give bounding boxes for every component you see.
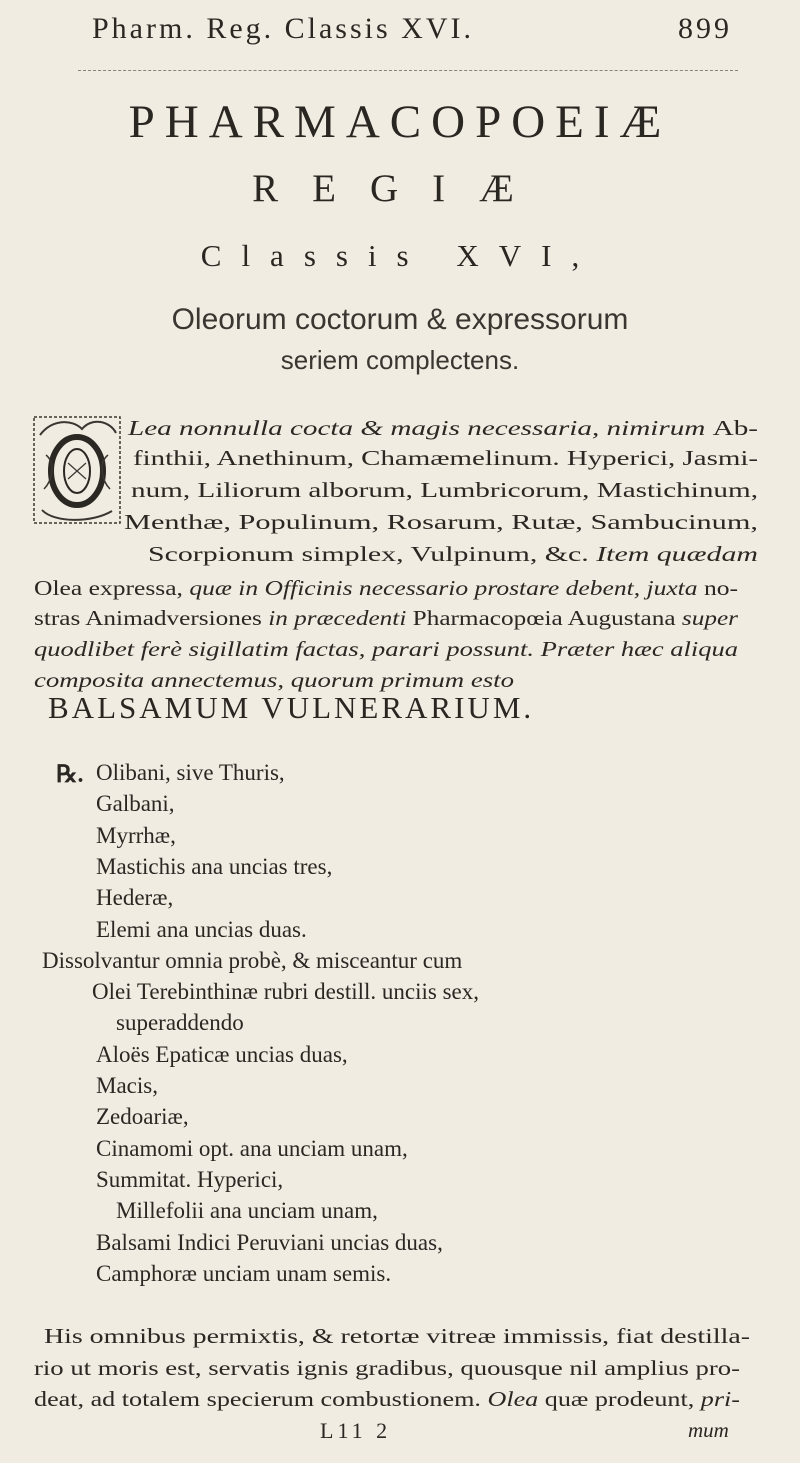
recipe-text: Dissolvantur omnia probè, & misceantur cum (42, 948, 463, 973)
roman-run: num, Liliorum alborum, Lumbricorum, Mastichinum, (131, 478, 758, 502)
recipe-heading: BALSAMUM VULNERARIUM. (48, 690, 535, 725)
recipe-text: Mastichis ana uncias tres, (96, 854, 333, 879)
text-line (124, 510, 758, 535)
italic-run: quæ in Officinis necessario prostare debent, juxta (189, 576, 704, 600)
text-line (34, 1387, 740, 1412)
recipe-line (96, 823, 176, 849)
text-line (34, 576, 738, 601)
recipe-text: superaddendo (116, 1010, 244, 1035)
roman-run: finthii, Anethinum, Chamæmelinum. Hyperici, Jasmi- (133, 446, 758, 470)
recipe-line (96, 1104, 189, 1130)
recipe-line (96, 917, 307, 943)
title-line-2: REGIÆ (252, 167, 548, 210)
italic-run: composita annectemus, quorum primum esto (34, 668, 514, 692)
text-line (34, 1356, 740, 1381)
title-line-1: PHARMACOPOEIÆ (128, 96, 672, 148)
recipe-text: Zedoariæ, (96, 1104, 189, 1129)
italic-run: pri- (700, 1387, 740, 1411)
recipe-line (56, 760, 285, 788)
recipe-text: Olibani, sive Thuris, (96, 760, 285, 785)
recipe-text: Macis, (96, 1073, 158, 1098)
text-line (133, 446, 758, 471)
recipe-text: Cinamomi opt. ana unciam unam, (96, 1136, 408, 1161)
recipe-line (92, 979, 479, 1005)
recipe-text: Hederæ, (96, 885, 174, 910)
recipe-text: Millefolii ana unciam unam, (116, 1198, 378, 1223)
italic-run: Olea (487, 1387, 545, 1411)
roman-run: rio ut moris est, servatis ignis gradibus, quousque nil amplius pro- (34, 1356, 740, 1380)
text-line (44, 1324, 750, 1349)
roman-run: Pharmacopœia Augustana (412, 606, 682, 630)
recipe-line (116, 1010, 244, 1036)
roman-run: no- (703, 576, 738, 600)
recipe-line (96, 1230, 443, 1256)
italic-run: Item quædam (596, 542, 758, 566)
title-line-3: Classis XVI, (200, 238, 600, 273)
text-line (34, 637, 738, 662)
recipe-line (42, 948, 462, 974)
recipe-line (96, 1167, 283, 1193)
roman-run: deat, ad totalem specierum combustionem. (34, 1387, 488, 1411)
italic-run: quodlibet ferè sigillatim factas, parari possunt. Præter hæc aliqua (34, 637, 738, 661)
catchword: mum (688, 1418, 729, 1442)
recipe-text: Elemi ana uncias duas. (96, 917, 307, 942)
recipe-symbol: ℞. (56, 762, 84, 788)
recipe-text: Olei Terebinthinæ rubri destill. unciis sex, (92, 979, 479, 1004)
recipe-text: Summitat. Hyperici, (96, 1167, 284, 1192)
italic-run: Lea nonnulla cocta & magis necessaria, nimirum (128, 416, 713, 440)
text-line (148, 542, 758, 567)
recipe-line (96, 1073, 158, 1099)
recipe-line (96, 791, 175, 817)
running-head (92, 12, 732, 52)
signature-mark: L11 2 (320, 1418, 392, 1443)
decorated-initial-icon (32, 415, 122, 525)
title-line-5: seriem complectens. (280, 345, 520, 375)
text-line (34, 606, 738, 631)
roman-run: Menthæ, Populinum, Rosarum, Rutæ, Sambucinum, (124, 510, 758, 534)
page-number: 899 (678, 12, 732, 45)
roman-run: quæ prodeunt, (544, 1387, 701, 1411)
recipe-line (96, 1261, 391, 1287)
recipe-line (96, 854, 332, 880)
text-line (131, 478, 758, 503)
italic-run: in præcedenti (268, 606, 413, 630)
recipe-line (96, 885, 173, 911)
recipe-text: Aloës Epaticæ uncias duas, (96, 1042, 348, 1067)
roman-run: stras Animadversiones (34, 606, 269, 630)
recipe-line (96, 1136, 408, 1162)
recipe-line (116, 1198, 378, 1224)
roman-run: Scorpionum simplex, Vulpinum, &c. (148, 542, 597, 566)
recipe-line (96, 1042, 348, 1068)
recipe-text: Galbani, (96, 791, 175, 816)
roman-run: Ab- (712, 416, 758, 440)
roman-run: Olea expressa, (34, 576, 190, 600)
text-line (128, 416, 758, 441)
roman-run: His omnibus permixtis, & retortæ vitreæ immissis, fiat destilla- (44, 1324, 750, 1348)
title-line-4: Oleorum coctorum & expressorum (171, 303, 629, 336)
italic-run: super (681, 606, 738, 630)
running-head-title: Pharm. Reg. Classis XVI. (92, 12, 474, 45)
head-rule (78, 70, 738, 71)
recipe-text: Camphoræ unciam unam semis. (96, 1261, 392, 1286)
recipe-text: Balsami Indici Peruviani uncias duas, (96, 1230, 443, 1255)
recipe-text: Myrrhæ, (96, 823, 176, 848)
